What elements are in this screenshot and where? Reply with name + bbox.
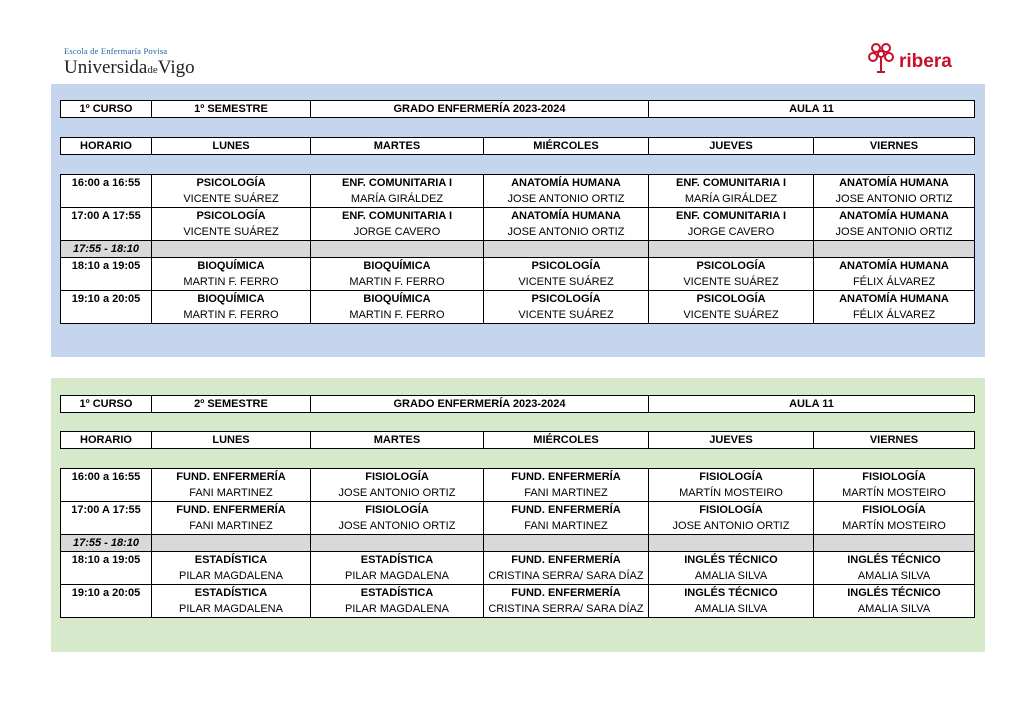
- teacher-cell: VICENTE SUÁREZ: [152, 191, 311, 208]
- time-slot: 16:00 a 16:55: [61, 175, 152, 192]
- schedule-panel-semester-2: [51, 378, 985, 652]
- time-slot-empty: [61, 191, 152, 208]
- time-slot: 19:10 a 20:05: [61, 585, 152, 602]
- teacher-cell: JOSE ANTONIO ORTIZ: [814, 224, 975, 241]
- table-row: [61, 469, 975, 486]
- university-name-part-3: Vigo: [157, 57, 195, 78]
- teacher-cell: PILAR MAGDALENA: [152, 601, 311, 618]
- subject-cell: ANATOMÍA HUMANA: [814, 208, 975, 225]
- break-cell: [152, 535, 311, 552]
- course-label: 1º CURSO: [61, 396, 152, 413]
- subject-cell: PSICOLOGÍA: [152, 175, 311, 192]
- break-cell: [649, 535, 814, 552]
- day-header-row: [60, 431, 975, 449]
- schedule-header-row: [60, 100, 975, 118]
- subject-cell: BIOQUÍMICA: [152, 291, 311, 308]
- teacher-cell: CRISTINA SERRA/ SARA DÍAZ: [484, 568, 649, 585]
- subject-cell: INGLÉS TÉCNICO: [649, 585, 814, 602]
- teacher-cell: MARTÍN MOSTEIRO: [649, 485, 814, 502]
- subject-cell: FISIOLOGÍA: [814, 502, 975, 519]
- subject-cell: ENF. COMUNITARIA I: [649, 208, 814, 225]
- degree-label: GRADO ENFERMERÍA 2023-2024: [311, 101, 649, 118]
- teacher-cell: VICENTE SUÁREZ: [484, 307, 649, 324]
- universidade-vigo-logo: [64, 46, 195, 79]
- header-lunes: LUNES: [152, 138, 311, 155]
- time-slot-empty: [61, 224, 152, 241]
- university-name-part-1: Universida: [64, 57, 148, 78]
- teacher-cell: AMALIA SILVA: [814, 568, 975, 585]
- teacher-cell: FANI MARTINEZ: [484, 518, 649, 535]
- subject-cell: FISIOLOGÍA: [649, 502, 814, 519]
- subject-cell: ESTADÍSTICA: [311, 585, 484, 602]
- subject-cell: FUND. ENFERMERÍA: [484, 469, 649, 486]
- subject-cell: ANATOMÍA HUMANA: [814, 175, 975, 192]
- table-row: [61, 208, 975, 225]
- header-lunes: LUNES: [152, 432, 311, 449]
- subject-cell: PSICOLOGÍA: [484, 258, 649, 275]
- teacher-cell: PILAR MAGDALENA: [311, 568, 484, 585]
- break-time: 17:55 - 18:10: [61, 535, 152, 552]
- teacher-cell: MARTIN F. FERRO: [152, 307, 311, 324]
- teacher-cell: VICENTE SUÁREZ: [484, 274, 649, 291]
- teacher-cell: FÉLIX ÁLVAREZ: [814, 307, 975, 324]
- header-jueves: JUEVES: [649, 138, 814, 155]
- subject-cell: FUND. ENFERMERÍA: [484, 552, 649, 569]
- break-row: [61, 535, 975, 552]
- teacher-cell: JOSE ANTONIO ORTIZ: [484, 224, 649, 241]
- degree-label: GRADO ENFERMERÍA 2023-2024: [311, 396, 649, 413]
- teacher-cell: JORGE CAVERO: [649, 224, 814, 241]
- teacher-cell: AMALIA SILVA: [649, 568, 814, 585]
- teacher-cell: VICENTE SUÁREZ: [649, 274, 814, 291]
- break-time: 17:55 - 18:10: [61, 241, 152, 258]
- teacher-cell: CRISTINA SERRA/ SARA DÍAZ: [484, 601, 649, 618]
- header-miercoles: MIÉRCOLES: [484, 138, 649, 155]
- time-slot: 16:00 a 16:55: [61, 469, 152, 486]
- table-row: [61, 224, 975, 241]
- time-slot-empty: [61, 307, 152, 324]
- subject-cell: INGLÉS TÉCNICO: [649, 552, 814, 569]
- teacher-cell: JOSE ANTONIO ORTIZ: [311, 518, 484, 535]
- course-label: 1º CURSO: [61, 101, 152, 118]
- header-martes: MARTES: [311, 432, 484, 449]
- school-name: Escola de Enfermaría Povisa: [64, 46, 168, 56]
- break-cell: [814, 241, 975, 258]
- header-horario: HORARIO: [61, 432, 152, 449]
- classroom-label: AULA 11: [649, 396, 975, 413]
- teacher-cell: MARTÍN MOSTEIRO: [814, 518, 975, 535]
- university-name: [64, 57, 195, 79]
- teacher-cell: MARTIN F. FERRO: [311, 307, 484, 324]
- table-row: [61, 258, 975, 275]
- table-row: [61, 518, 975, 535]
- teacher-cell: JOSE ANTONIO ORTIZ: [484, 191, 649, 208]
- header-martes: MARTES: [311, 138, 484, 155]
- teacher-cell: PILAR MAGDALENA: [311, 601, 484, 618]
- time-slot: 17:00 A 17:55: [61, 502, 152, 519]
- subject-cell: PSICOLOGÍA: [152, 208, 311, 225]
- teacher-cell: FÉLIX ÁLVAREZ: [814, 274, 975, 291]
- table-row: [61, 175, 975, 192]
- ribera-wordmark: ribera: [899, 51, 952, 72]
- subject-cell: FUND. ENFERMERÍA: [484, 585, 649, 602]
- break-cell: [152, 241, 311, 258]
- teacher-cell: JOSE ANTONIO ORTIZ: [649, 518, 814, 535]
- table-row: [61, 485, 975, 502]
- header-viernes: VIERNES: [814, 138, 975, 155]
- time-slot: 19:10 a 20:05: [61, 291, 152, 308]
- teacher-cell: FANI MARTINEZ: [484, 485, 649, 502]
- time-slot-empty: [61, 485, 152, 502]
- time-slot: 18:10 a 19:05: [61, 552, 152, 569]
- header-miercoles: MIÉRCOLES: [484, 432, 649, 449]
- subject-cell: FISIOLOGÍA: [311, 502, 484, 519]
- timetable-grid: [60, 174, 975, 324]
- subject-cell: FISIOLOGÍA: [649, 469, 814, 486]
- time-slot-empty: [61, 518, 152, 535]
- time-slot-empty: [61, 274, 152, 291]
- time-slot: 17:00 A 17:55: [61, 208, 152, 225]
- teacher-cell: MARTÍN MOSTEIRO: [814, 485, 975, 502]
- break-cell: [484, 241, 649, 258]
- subject-cell: BIOQUÍMICA: [311, 291, 484, 308]
- break-cell: [484, 535, 649, 552]
- subject-cell: ANATOMÍA HUMANA: [484, 208, 649, 225]
- header-jueves: JUEVES: [649, 432, 814, 449]
- break-cell: [814, 535, 975, 552]
- schedule-panel-semester-1: [51, 84, 985, 357]
- subject-cell: ENF. COMUNITARIA I: [311, 175, 484, 192]
- table-row: [61, 502, 975, 519]
- teacher-cell: VICENTE SUÁREZ: [152, 224, 311, 241]
- subject-cell: FISIOLOGÍA: [311, 469, 484, 486]
- classroom-label: AULA 11: [649, 101, 975, 118]
- subject-cell: BIOQUÍMICA: [311, 258, 484, 275]
- university-name-part-2: de: [147, 64, 158, 76]
- teacher-cell: JOSE ANTONIO ORTIZ: [814, 191, 975, 208]
- subject-cell: ENF. COMUNITARIA I: [649, 175, 814, 192]
- time-slot: 18:10 a 19:05: [61, 258, 152, 275]
- header-viernes: VIERNES: [814, 432, 975, 449]
- subject-cell: INGLÉS TÉCNICO: [814, 552, 975, 569]
- semester-label: 2º SEMESTRE: [152, 396, 311, 413]
- timetable-grid: [60, 468, 975, 618]
- teacher-cell: AMALIA SILVA: [814, 601, 975, 618]
- subject-cell: ANATOMÍA HUMANA: [814, 258, 975, 275]
- subject-cell: FISIOLOGÍA: [814, 469, 975, 486]
- subject-cell: ESTADÍSTICA: [152, 552, 311, 569]
- subject-cell: PSICOLOGÍA: [649, 258, 814, 275]
- teacher-cell: AMALIA SILVA: [649, 601, 814, 618]
- table-row: [61, 568, 975, 585]
- subject-cell: PSICOLOGÍA: [484, 291, 649, 308]
- subject-cell: ANATOMÍA HUMANA: [814, 291, 975, 308]
- break-row: [61, 241, 975, 258]
- teacher-cell: MARÍA GIRÁLDEZ: [311, 191, 484, 208]
- break-cell: [311, 535, 484, 552]
- break-cell: [311, 241, 484, 258]
- table-row: [61, 291, 975, 308]
- header-horario: HORARIO: [61, 138, 152, 155]
- table-row: [61, 601, 975, 618]
- table-row: [61, 191, 975, 208]
- schedule-header-row: [60, 395, 975, 413]
- time-slot-empty: [61, 601, 152, 618]
- teacher-cell: JORGE CAVERO: [311, 224, 484, 241]
- teacher-cell: PILAR MAGDALENA: [152, 568, 311, 585]
- subject-cell: ESTADÍSTICA: [152, 585, 311, 602]
- table-row: [61, 307, 975, 324]
- subject-cell: INGLÉS TÉCNICO: [814, 585, 975, 602]
- teacher-cell: VICENTE SUÁREZ: [649, 307, 814, 324]
- subject-cell: FUND. ENFERMERÍA: [152, 469, 311, 486]
- subject-cell: ESTADÍSTICA: [311, 552, 484, 569]
- teacher-cell: MARTIN F. FERRO: [311, 274, 484, 291]
- ribera-logo: [866, 40, 952, 74]
- table-row: [61, 274, 975, 291]
- subject-cell: BIOQUÍMICA: [152, 258, 311, 275]
- subject-cell: FUND. ENFERMERÍA: [484, 502, 649, 519]
- time-slot-empty: [61, 568, 152, 585]
- day-header-row: [60, 137, 975, 155]
- teacher-cell: FANI MARTINEZ: [152, 518, 311, 535]
- table-row: [61, 585, 975, 602]
- subject-cell: PSICOLOGÍA: [649, 291, 814, 308]
- teacher-cell: FANI MARTINEZ: [152, 485, 311, 502]
- teacher-cell: MARÍA GIRÁLDEZ: [649, 191, 814, 208]
- subject-cell: FUND. ENFERMERÍA: [152, 502, 311, 519]
- subject-cell: ANATOMÍA HUMANA: [484, 175, 649, 192]
- table-row: [61, 552, 975, 569]
- teacher-cell: JOSE ANTONIO ORTIZ: [311, 485, 484, 502]
- break-cell: [649, 241, 814, 258]
- semester-label: 1º SEMESTRE: [152, 101, 311, 118]
- teacher-cell: MARTIN F. FERRO: [152, 274, 311, 291]
- subject-cell: ENF. COMUNITARIA I: [311, 208, 484, 225]
- ribera-tree-icon: [866, 40, 896, 74]
